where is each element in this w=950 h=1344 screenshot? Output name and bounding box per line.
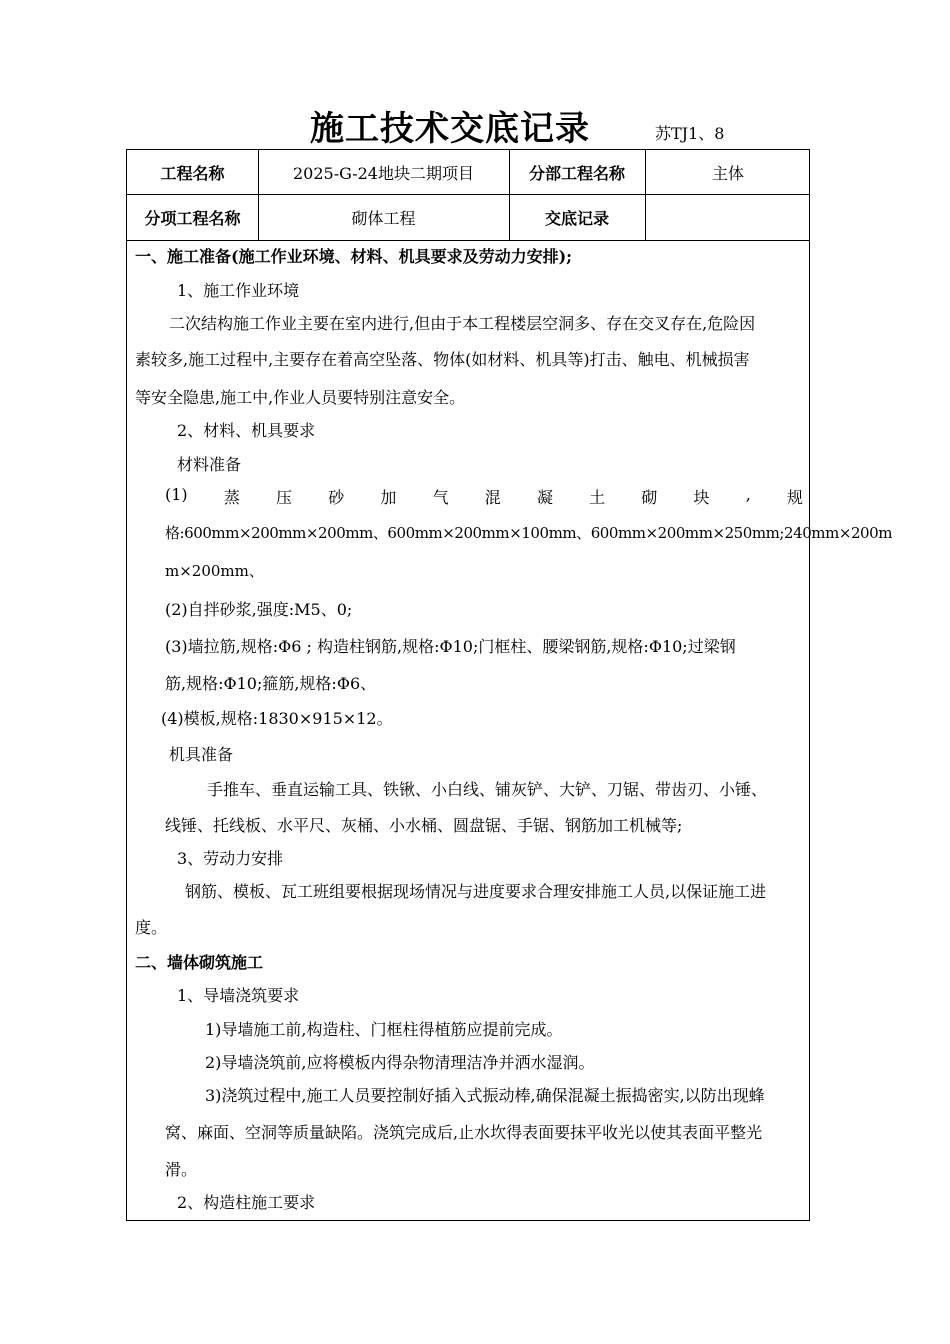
labor-line: 钢筋、模板、瓦工班组要根据现场情况与进度要求合理安排施工人员,以保证施工进 [185,882,767,901]
column-heading: 2、构造柱施工要求 [177,1193,316,1212]
guide-wall-heading: 1、导墙浇筑要求 [177,986,300,1005]
justified-token: 凝 [536,488,553,507]
justified-token: , [745,485,751,504]
labor-line: 度。 [135,918,168,937]
material-item-1 [165,485,803,508]
labor-heading: 3、劳动力安排 [177,849,284,868]
justified-token: 砂 [328,488,345,507]
record-table [126,149,893,1221]
tools-line: 手推车、垂直运输工具、铁锹、小白线、铺灰铲、大铲、刀锯、带齿刃、小锤、 [207,780,768,799]
section1-heading: 一、施工准备(施工作业环境、材料、机具要求及劳动力安排); [135,247,573,266]
material-item-2: (2)自拌砂浆,强度:M5、0; [165,600,353,619]
material-item-4: (4)模板,规格:1830×915×12。 [161,709,393,728]
justified-token: 土 [589,488,606,507]
env-heading: 1、施工作业环境 [177,281,300,300]
project-name-label: 工程名称 [160,163,225,183]
justified-token: (1) [165,485,188,504]
justified-token: 砌 [641,488,658,507]
guide-wall-item: 3)浇筑过程中,施工人员要控制好插入式振动棒,确保混凝土振捣密实,以防出现蜂 [205,1086,765,1105]
material-item-3: (3)墙拉筋,规格:Φ6 ; 构造柱钢筋,规格:Φ10;门框柱、腰梁钢筋,规格:Φ10;过梁钢 [165,637,736,656]
tools-heading: 机具准备 [169,745,234,764]
materials-prep-heading: 材料准备 [177,455,242,474]
tools-line: 线锤、托线板、水平尺、灰桶、小水桶、圆盘锯、手锯、钢筋加工机械等; [165,816,683,835]
division-value: 主体 [711,163,744,183]
document-title: 施工技术交底记录 [310,109,590,149]
division-label: 分部工程名称 [528,163,625,183]
justified-token: 压 [276,488,293,507]
justified-token: 气 [432,488,449,507]
guide-wall-item-cont: 滑。 [165,1160,198,1179]
guide-wall-item-cont: 窝、麻面、空洞等质量缺陷。浇筑完成后,止水坎得表面要抹平收光以使其表面平整光 [165,1123,763,1142]
paragraph-line: 素较多,施工过程中,主要存在着高空坠落、物体(如材料、机具等)打击、触电、机械损害 [135,350,750,369]
justified-token: 混 [484,488,501,507]
paragraph-line: 等安全隐患,施工中,作业人员要特别注意安全。 [135,388,466,407]
guide-wall-item: 1)导墙施工前,构造柱、门框柱得植筋应提前完成。 [205,1020,563,1039]
justified-token: 规 [786,488,803,507]
material-spec-line: 格:600mm×200mm×200mm、600mm×200mm×100mm、600mm×200mm×250mm;240mm×200m [165,524,893,542]
section2-heading: 二、墙体砌筑施工 [135,953,264,972]
record-value [645,195,811,240]
material-item-3-cont: 筋,规格:Φ10;箍筋,规格:Φ6、 [165,674,377,693]
subitem-label: 分项工程名称 [144,209,241,228]
materials-heading: 2、材料、机具要求 [177,421,316,440]
subitem-value: 砌体工程 [351,209,416,228]
guide-wall-item: 2)导墙浇筑前,应将模板内得杂物清理洁净并洒水湿润。 [205,1053,595,1072]
form-code: 苏TJ1、8 [655,124,725,143]
justified-token: 块 [693,488,710,507]
paragraph-line: 二次结构施工作业主要在室内进行,但由于本工程楼层空洞多、存在交叉存在,危险因 [169,314,756,333]
project-name-value: 2025-G-24地块二期项目 [293,163,474,183]
justified-token: 蒸 [223,488,240,507]
material-spec-line: m×200mm、 [165,562,264,580]
justified-token: 加 [380,488,397,507]
record-label: 交底记录 [544,209,609,228]
content-body [127,241,893,1220]
